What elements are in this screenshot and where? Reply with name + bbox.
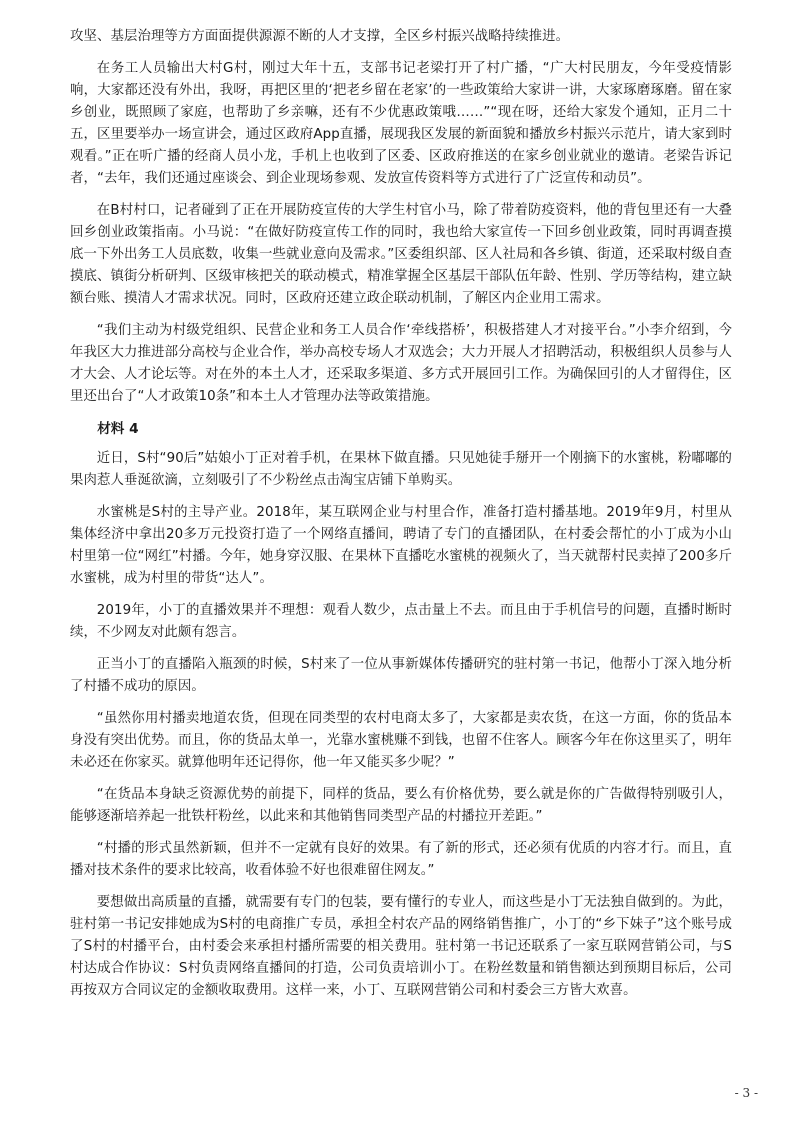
paragraph-quote-price-ad: “在货品本身缺乏资源优势的前提下，同样的货品，要么有价格优势，要么就是你的广告做得特别吸引人，能够逐渐培养起一批铁杆粉丝，以此来和其他销售同类型产品的村播拉开差距。”	[70, 787, 732, 824]
paragraph-village-g-broadcast: 在务工人员输出大村G村，刚过大年十五，支部书记老梁打开了村广播，“广大村民朋友，今年受疫情影响，大家都还没有外出，我呀，再把区里的‘把老乡留在老家’的一些政策给大家讲一讲，大家琢磨琢磨。留在家乡创业，既照顾了家庭，也帮助了乡亲嘛，还有不少优惠政策哦……”“现在呀，还给大家发个通知，正月二十五，区里要举办一场宣讲会，通过区政府App直播，展现我区发展的新面貌和播放乡村振兴示范片，请大家到时观看。”正在听广播的经商人员小龙，手机上也收到了区委、区政府推送的在家乡创业就业的邀请。老梁告诉记者，“去年，我们还通过座谈会、到企业现场参观、发放宣传资料等方式进行了广泛宣传和动员”。	[70, 61, 732, 186]
paragraph-continuation: 攻坚、基层治理等方方面面提供源源不断的人才支撑，全区乡村振兴战略持续推进。	[70, 29, 570, 44]
page-number: - 3 -	[734, 1086, 758, 1100]
paragraph-poor-results: 2019年，小丁的直播效果并不理想：观看人数少，点击量上不去。而且由于手机信号的问题，直播时断时续，不少网友对此颇有怨言。	[70, 603, 732, 640]
paragraph-peach-industry: 水蜜桃是S村的主导产业。2018年，某互联网企业与村里合作，准备打造村播基地。2019年9月，村里从集体经济中拿出20多万元投资打造了一个网络直播间，聘请了专门的直播团队，在村委会帮忙的小丁成为小山村里第一位“网红”村播。今年，她身穿汉服、在果林下直播吃水蜜桃的视频火了，当天就帮村民卖掉了200多斤水蜜桃，成为村里的带货“达人”。	[70, 505, 732, 586]
document-page	[70, 26, 732, 1012]
paragraph-first-secretary: 正当小丁的直播陷入瓶颈的时候，S村来了一位从事新媒体传播研究的驻村第一书记，他帮小丁深入地分析了村播不成功的原因。	[70, 657, 732, 694]
section-heading-material-4: 材料 4	[97, 421, 139, 437]
paragraph-talent-platform: “我们主动为村级党组织、民营企业和务工人员合作‘牵线搭桥’，积极搭建人才对接平台。”小李介绍到，今年我区大力推进部分高校与企业合作，举办高校专场人才双选会；大力开展人才招聘活动，积极组织人员参与人才大会、人才论坛等。对在外的本土人才，还采取多渠道、多方式开展回引工作。为确保回引的人才留得住，区里还出台了“人才政策10条”和本土人才管理办法等政策措施。	[70, 323, 732, 404]
paragraph-quote-content: “村播的形式虽然新颖，但并不一定就有良好的效果。有了新的形式，还必须有优质的内容才行。而且，直播对技术条件的要求比较高，收看体验不好也很难留住网友。”	[70, 841, 732, 878]
paragraph-village-b-publicity: 在B村村口，记者碰到了正在开展防疫宣传的大学生村官小马，除了带着防疫资料，他的背包里还有一大叠回乡创业政策指南。小马说：“在做好防疫宣传工作的同时，我也给大家宣传一下回乡创业政策，同时再调查摸底一下外出务工人员底数，收集一些就业意向及需求。”区委组织部、区人社局和各乡镇、街道，还采取村级自查摸底、镇街分析研判、区级审核把关的联动模式，精准掌握全区基层干部队伍年龄、性别、学历等结构，建立缺额台账、摸清人才需求状况。同时，区政府还建立政企联动机制，了解区内企业用工需求。	[70, 203, 732, 306]
paragraph-cooperation: 要想做出高质量的直播，就需要有专门的包装，要有懂行的专业人，而这些是小丁无法独自做到的。为此，驻村第一书记安排她成为S村的电商推广专员，承担全村农产品的网络销售推广，小丁的“乡下妹子”这个账号成了S村的村播平台，由村委会来承担村播所需要的相关费用。驻村第一书记还联系了一家互联网营销公司，与S村达成合作协议：S村负责网络直播间的打造，公司负责培训小丁。在粉丝数量和销售额达到预期目标后，公司再按双方合同议定的金额收取费用。这样一来，小丁、互联网营销公司和村委会三方皆大欢喜。	[70, 895, 732, 998]
paragraph-livestream-intro: 近日，S村“90后”姑娘小丁正对着手机，在果林下做直播。只见她徒手掰开一个刚摘下的水蜜桃，粉嘟嘟的果肉惹人垂涎欲滴，立刻吸引了不少粉丝点击淘宝店铺下单购买。	[70, 451, 732, 488]
paragraph-quote-product: “虽然你用村播卖地道农货，但现在同类型的农村电商太多了，大家都是卖农货，在这一方面，你的货品本身没有突出优势。而且，你的货品太单一，光靠水蜜桃赚不到钱，也留不住客人。顾客今年在你这里买了，明年未必还在你家买。就算他明年还记得你，他一年又能买多少呢？”	[70, 711, 732, 770]
